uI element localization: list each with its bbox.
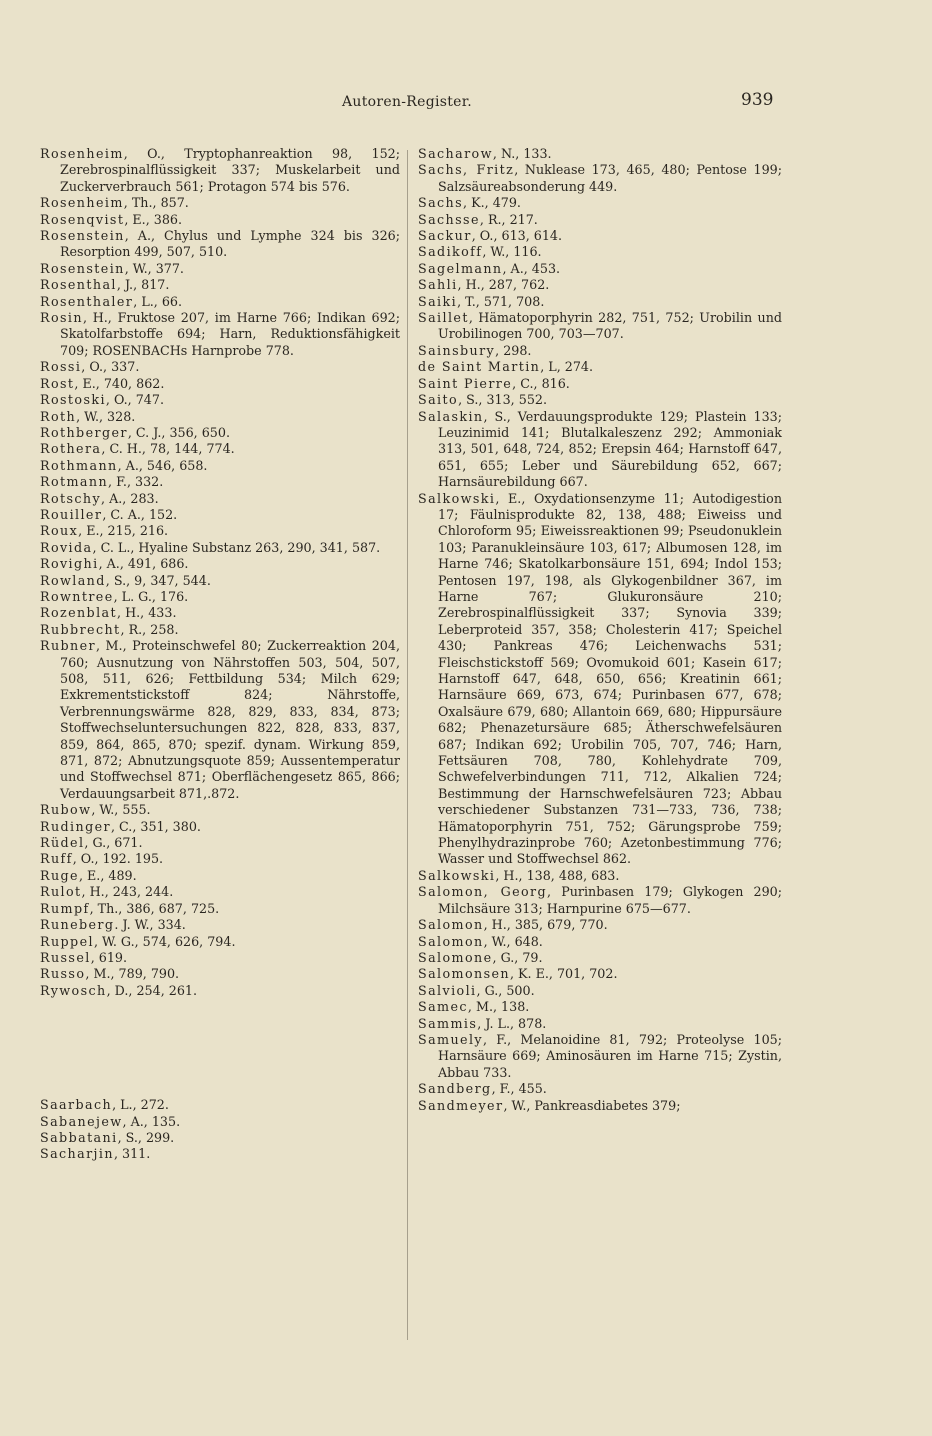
entry-references: , H., 433. (117, 605, 177, 621)
entry-references: , C. J., 356, 650. (127, 424, 230, 440)
index-entry (418, 1016, 782, 1032)
entry-references: , E., 489. (78, 867, 137, 883)
entry-references: , Hämatoporphyrin 282, 751, 752; Urobilin und Urobilinogen 700, 703—707. (438, 310, 782, 342)
index-entry (418, 917, 782, 933)
author-name: Sadikoff (418, 244, 483, 260)
entry-references: , Nuklease 173, 465, 480; Pentose 199; Salzsäureabsonderung 449. (438, 162, 782, 194)
index-entry (40, 638, 400, 802)
index-entry (418, 884, 782, 917)
entry-references: , G., 79. (492, 949, 543, 965)
author-name: Rostoski (40, 392, 106, 408)
author-name: Salomonsen (418, 966, 510, 982)
author-name: Rosenheim (40, 146, 124, 161)
index-entry (40, 901, 400, 917)
entry-references: , L, 274. (540, 359, 594, 375)
author-name: Rowland (40, 572, 106, 588)
entry-references: , R., 217. (479, 211, 538, 227)
author-name: Sammis (418, 1015, 478, 1031)
index-entry (40, 441, 400, 457)
index-entry (418, 277, 782, 293)
entry-references: , A., 546, 658. (117, 457, 208, 473)
index-entry (40, 1097, 400, 1113)
index-entry (40, 884, 400, 900)
index-entry (40, 605, 400, 621)
entry-references: , O., 337. (81, 359, 140, 375)
entry-references: , T., 571, 708. (457, 293, 545, 309)
index-entry (418, 1098, 782, 1114)
author-name: Rowntree (40, 588, 114, 604)
entry-references: , J. L., 878. (477, 1015, 547, 1031)
author-name: Rumpf (40, 900, 90, 916)
entry-references: , G., 671. (84, 835, 143, 851)
author-name: Sackur (418, 228, 472, 244)
entry-references: . J. W., 334. (114, 917, 186, 933)
index-entry (40, 868, 400, 884)
author-name: Rosenstein (40, 260, 125, 276)
author-name: Saint Pierre (418, 375, 513, 391)
index-entry (40, 917, 400, 933)
author-name: Salaskin (418, 408, 484, 424)
author-name: Salkowski (418, 490, 496, 506)
entry-references: , R., 258. (120, 621, 179, 637)
author-name: Sagelmann (418, 260, 503, 276)
entry-references: , W., Pankreasdiabetes 379; (503, 1097, 681, 1113)
index-entry (418, 162, 782, 195)
author-name: Rubbrecht (40, 621, 121, 637)
index-entry (40, 950, 400, 966)
author-name: Rüdel (40, 835, 85, 851)
author-name: Sacharjin (40, 1146, 114, 1162)
author-name: Ruge (40, 867, 79, 883)
author-name: Salomon (418, 917, 484, 933)
entry-references: , O., Tryptophanreaktion 98, 152; Zerebrospinalflüssigkeit 337; Muskelarbeit und Zuckerverbrauch 561; Protagon 574 bis 576. (60, 146, 400, 194)
author-name: Rosenthaler (40, 293, 134, 309)
index-entry (418, 409, 782, 491)
index-entry (40, 1146, 400, 1162)
author-name: Rovida (40, 539, 93, 555)
entry-references: , M., Proteinschwefel 80; Zuckerreaktion 204, 760; Ausnutzung von Nährstoffen 503, 504, 507, 508, 511, 626; Fettbildung 534; Milch 629; Exkrementstickstoff 824; Nährstoffe, Verbrennungswärme 828, 829, 833, 834, 873; Stoffwechseluntersuchungen 822, 828, 833, 837, 859, 864, 865, 870; spezif. dynam. Wirkung 859, 871, 872; Abnutzungsquote 859; Aussentemperatur und Stoffwechsel 871; Oberflächengesetz 865, 866; Verdauungsarbeit 871,.872. (60, 638, 400, 801)
index-entry (40, 589, 400, 605)
index-entry (40, 966, 400, 982)
author-name: Rudinger (40, 818, 111, 834)
index-entry (418, 999, 782, 1015)
entry-references: , L. G., 176. (113, 588, 189, 604)
index-entry (418, 294, 782, 310)
index-entry (418, 983, 782, 999)
entry-references: , C. H., 78, 144, 774. (101, 441, 235, 457)
entry-references: , A., 283. (101, 490, 159, 506)
author-name: Roth (40, 408, 77, 424)
entry-references: , S., 299. (117, 1129, 175, 1145)
entry-references: , W., 555. (91, 802, 151, 818)
entry-references: , H., 287, 762. (457, 277, 550, 293)
entry-references: , D., 254, 261. (106, 982, 198, 998)
entry-references: , 619. (90, 949, 128, 965)
running-title: Autoren-Register. (342, 94, 472, 110)
entry-references: , L., 66. (133, 293, 183, 309)
index-entry (40, 228, 400, 261)
index-entry (40, 491, 400, 507)
author-name: Sabbatani (40, 1129, 118, 1145)
author-name: Salkowski (418, 867, 496, 883)
author-name: Rotmann (40, 474, 109, 490)
index-entry (40, 392, 400, 408)
author-name: Sachs, Fritz (418, 162, 515, 178)
entry-references: , C., 351, 380. (110, 818, 201, 834)
index-entry (418, 1032, 782, 1081)
entry-references: , E., 215, 216. (78, 523, 169, 539)
page-header (0, 90, 932, 118)
index-entry (40, 802, 400, 818)
entry-references: , W., 116. (482, 244, 542, 260)
entry-references: , Th., 386, 687, 725. (89, 900, 220, 916)
author-name: Sahli (418, 277, 458, 293)
author-name: Rosenstein (40, 228, 125, 244)
index-entry (40, 622, 400, 638)
right-column (418, 146, 782, 1114)
author-name: Russo (40, 966, 86, 982)
author-name: Sacharow (418, 146, 493, 161)
index-entry (40, 934, 400, 950)
index-entry (418, 146, 782, 162)
author-name: Sabanejew (40, 1113, 123, 1129)
index-entry (40, 359, 400, 375)
entry-references: , S., 313, 552. (458, 392, 547, 408)
entry-references: , S., Verdauungsprodukte 129; Plastein 133; Leuzinimid 141; Blutalkaleszenz 292; Ammoniak 313, 501, 648, 724, 852; Erepsin 464; Harnstoff 647, 651, 655; Leber und Säurebildung 652, 667; Harnsäurebildung 667. (438, 408, 782, 490)
index-entry (418, 195, 782, 211)
entry-references: , N., 133. (492, 146, 552, 161)
entry-references: , K. E., 701, 702. (509, 966, 618, 982)
entry-references: , E., Oxydationsenzyme 11; Autodigestion 17; Fäulnisprodukte 82, 138, 488; Eiweiss und Chloroform 95; Eiweissreaktionen 99; Pseudonuklein 103; Paranukleinsäure 103, 617; Albumosen 128, im Harne 746; Skatolkarbonsäure 151, 694; Indol 153; Pentosen 197, 198, als Glykogenbildner 367, im Harne 767; Glukuronsäure 210; Zerebrospinalflüssigkeit 337; Synovia 339; Leberproteid 357, 358; Cholesterin 417; Speichel 430; Pankreas 476; Leichenwachs 531; Fleischstickstoff 569; Ovomukoid 601; Kasein 617; Harnstoff 647, 648, 650, 656; Kreatinin 661; Harnsäure 669, 673, 674; Purinbasen 677, 678; Oxalsäure 679, 680; Allantoin 669, 680; Hippursäure 682; Phenazetursäure 685; Ätherschwefelsäuren 687; Indikan 692; Urobilin 705, 707, 746; Harn, Fettsäuren 708, 780, Kohlehydrate 709, Schwefelverbindungen 711, 712, Alkalien 724; Bestimmung der Harnschwefelsäuren 723; Abbau verschiedener Substanzen 731—733, 736, 738; Hämatoporphyrin 751, 752; Gärungsprobe 759; Phenylhydrazinprobe 760; Azetonbestimmung 776; Wasser und Stoffwechsel 862. (438, 490, 782, 867)
author-name: Saiki (418, 293, 458, 309)
index-entry (40, 458, 400, 474)
index-entry (418, 1081, 782, 1097)
entry-references: , Th., 857. (123, 195, 189, 211)
entry-references: , A., Chylus und Lymphe 324 bis 326; Resorption 499, 507, 510. (60, 228, 400, 260)
entry-references: , O., 747. (105, 392, 164, 408)
index-entry (40, 851, 400, 867)
index-entry (40, 819, 400, 835)
entry-references: , M., 138. (467, 999, 530, 1015)
author-name: Samuely (418, 1031, 483, 1047)
entry-references: , O., 192. 195. (72, 851, 164, 867)
author-name: Ruppel (40, 933, 94, 949)
entry-references: , S., 9, 347, 544. (105, 572, 211, 588)
author-name: Rouiller (40, 506, 103, 522)
author-name: Rozenblat (40, 605, 117, 621)
author-name: Salomone (418, 949, 493, 965)
author-name: Rywosch (40, 982, 107, 998)
index-entry (418, 950, 782, 966)
index-entry (418, 359, 782, 375)
entry-references: , C., 816. (512, 375, 570, 391)
index-entry (418, 868, 782, 884)
author-name: Rubner (40, 638, 96, 654)
index-entry (40, 573, 400, 589)
author-name: Sainsbury (418, 342, 496, 358)
index-entry (40, 294, 400, 310)
author-name: Samec (418, 999, 468, 1015)
index-entry (40, 507, 400, 523)
index-entry (40, 376, 400, 392)
entry-references: , H., 243, 244. (81, 884, 174, 900)
index-entry (418, 212, 782, 228)
index-entry (40, 540, 400, 556)
index-entry (418, 376, 782, 392)
entry-references: , H., 385, 679, 770. (483, 917, 608, 933)
entry-references: , W., 328. (76, 408, 136, 424)
author-name: Rothera (40, 441, 102, 457)
index-entry (40, 212, 400, 228)
entry-references: , E., 740, 862. (74, 375, 165, 391)
column-divider (407, 150, 408, 1340)
entry-references: , F., Melanoidine 81, 792; Proteolyse 105; Harnsäure 669; Aminosäuren im Harne 715; Zystin, Abbau 733. (438, 1031, 782, 1080)
index-entry (418, 310, 782, 343)
index-entry (418, 261, 782, 277)
entry-references: , W., 377. (124, 260, 184, 276)
entry-references: , W. G., 574, 626, 794. (93, 933, 236, 949)
author-name: Rubow (40, 802, 92, 818)
index-entry (418, 343, 782, 359)
entry-references: , 298. (495, 342, 532, 358)
author-name: Rovighi (40, 556, 99, 572)
index-entry (40, 983, 400, 999)
entry-references: , Purinbasen 179; Glykogen 290; Milchsäure 313; Harnpurine 675—677. (438, 884, 782, 916)
index-entry (40, 195, 400, 211)
entry-references: , C. A., 152. (102, 506, 178, 522)
author-name: Sachsse (418, 211, 480, 227)
entry-references: , H., 138, 488, 683. (495, 867, 620, 883)
entry-references: , O., 613, 614. (471, 228, 563, 244)
author-name: Rotschy (40, 490, 102, 506)
index-entry (40, 1130, 400, 1146)
author-name: Salvioli (418, 982, 477, 998)
entry-references: , A., 135. (122, 1113, 181, 1129)
index-entry (40, 1114, 400, 1130)
index-entry (418, 491, 782, 868)
entry-references: , E., 386. (124, 211, 183, 227)
index-entry (418, 228, 782, 244)
index-entry (40, 310, 400, 359)
index-entry (40, 835, 400, 851)
author-name: Russel (40, 949, 91, 965)
index-entry (40, 409, 400, 425)
author-name: Saito (418, 392, 459, 408)
entry-references: , W., 648. (483, 933, 543, 949)
index-entry (40, 277, 400, 293)
author-name: Saarbach (40, 1097, 113, 1113)
index-entry (40, 425, 400, 441)
author-name: Rossi (40, 359, 82, 375)
index-entry (40, 523, 400, 539)
author-name: Runeberg (40, 917, 115, 933)
author-name: Saillet (418, 310, 469, 326)
author-name: Rothmann (40, 457, 118, 473)
index-entry (40, 556, 400, 572)
page-number: 939 (741, 90, 774, 110)
entry-references: , G., 500. (476, 982, 535, 998)
left-column (40, 146, 400, 1163)
index-entry (418, 966, 782, 982)
author-name: Salomon, Georg (418, 884, 548, 900)
index-entry (418, 934, 782, 950)
entry-references: , M., 789, 790. (85, 966, 180, 982)
author-name: Rosenqvist (40, 211, 125, 227)
entry-references: , A., 491, 686. (98, 556, 189, 572)
author-name: Rost (40, 375, 75, 391)
entry-references: , 311. (113, 1146, 151, 1162)
index-entry (418, 392, 782, 408)
index-entry (418, 244, 782, 260)
author-name: Rosenheim (40, 195, 124, 211)
author-name: Sachs (418, 195, 464, 211)
index-entry (40, 146, 400, 195)
entry-references: , F., 455. (491, 1081, 547, 1097)
index-entry (40, 474, 400, 490)
author-name: Ruff (40, 851, 73, 867)
author-name: Rulot (40, 884, 82, 900)
author-name: Salomon (418, 933, 484, 949)
entry-references: , H., Fruktose 207, im Harne 766; Indikan 692; Skatolfarbstoffe 694; Harn, Reduktionsfähigkeit 709; ROSENBACHs Harnprobe 778. (60, 310, 400, 358)
author-name: Sandmeyer (418, 1097, 504, 1113)
entry-references: , J., 817. (116, 277, 170, 293)
entry-references: , C. L., Hyaline Substanz 263, 290, 341, 587. (92, 539, 381, 555)
author-name: Rosenthal (40, 277, 117, 293)
author-name: Rosin (40, 310, 83, 326)
author-name: Rothberger (40, 424, 128, 440)
author-name: Roux (40, 523, 79, 539)
author-name: de Saint Martin (418, 359, 541, 375)
index-entry (40, 261, 400, 277)
entry-references: , K., 479. (463, 195, 521, 211)
entry-references: , F., 332. (108, 474, 164, 490)
letter-section-gap (40, 999, 400, 1097)
entry-references: , L., 272. (112, 1097, 169, 1113)
author-name: Sandberg (418, 1081, 492, 1097)
entry-references: , A., 453. (502, 260, 561, 276)
